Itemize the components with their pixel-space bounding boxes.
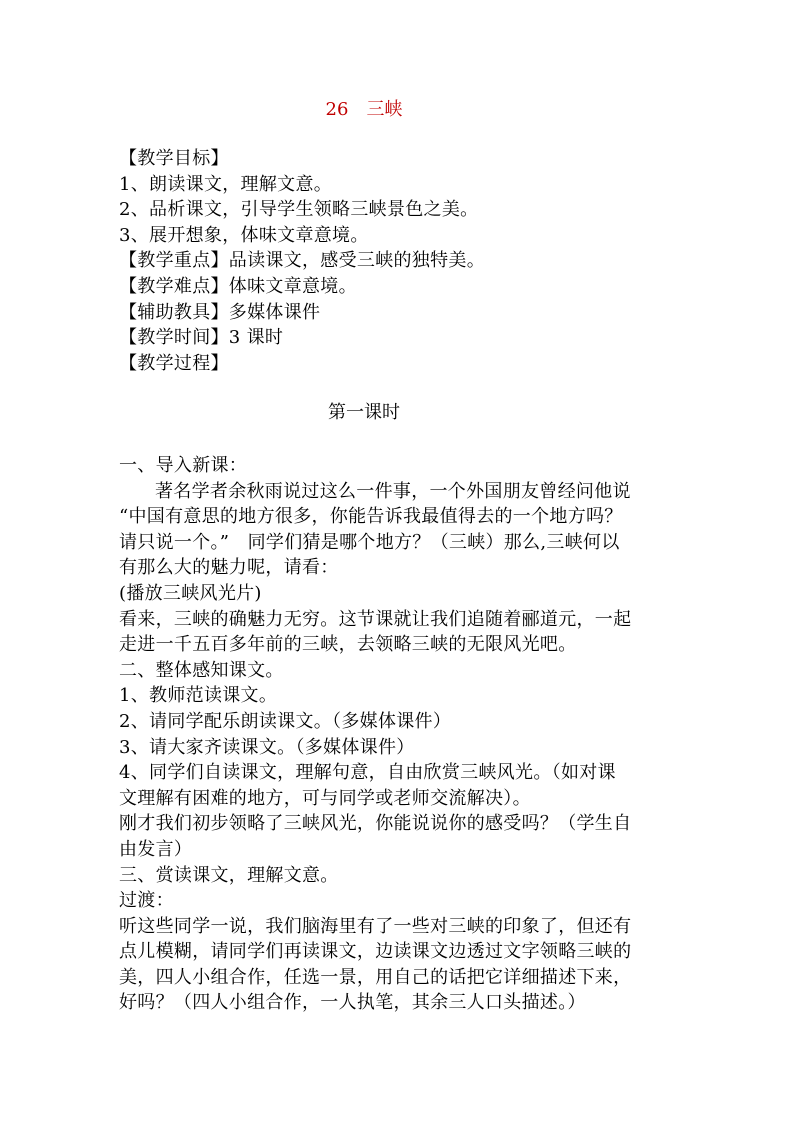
body-line: 二、整体感知课文。 <box>119 659 284 681</box>
body-line: 请只说一个。” 同学们猜是哪个地方？（三峡）那么,三峡何以 <box>119 531 620 553</box>
body-line: 看来，三峡的确魅力无穷。这节课就让我们追随着郦道元，一起 <box>119 608 632 630</box>
lesson-plan-header <box>119 146 679 376</box>
body-line: 一、导入新课： <box>119 455 248 476</box>
header-line: 2、品析课文，引导学生领略三峡景色之美。 <box>119 199 479 221</box>
body-line: 文理解有困难的地方，可与同学或老师交流解决）。 <box>119 787 531 809</box>
body-line: 过渡： <box>119 890 174 912</box>
body-line: 有那么大的魅力呢，请看： <box>119 557 339 579</box>
body-line: 好吗？（四人小组合作，一人执笔，其余三人口头描述。） <box>119 992 586 1014</box>
body-line: 1、教师范读课文。 <box>119 685 278 707</box>
header-line: 【教学过程】 <box>119 352 229 374</box>
document-title: 26 三峡 <box>325 99 403 120</box>
body-line: 3、请大家齐读课文。（多媒体课件） <box>119 736 415 758</box>
body-line: 由发言） <box>119 838 193 860</box>
header-line: 【教学难点】体味文章意境。 <box>119 275 357 297</box>
body-line: 刚才我们初步领略了三峡风光，你能说说你的感受吗？（学生自 <box>119 813 632 835</box>
body-line: (播放三峡风光片) <box>119 582 262 604</box>
body-line: 美，四人小组合作，任选一景，用自己的话把它详细描述下来， <box>119 966 632 988</box>
body-line: 2、请同学配乐朗读课文。（多媒体课件） <box>119 710 452 732</box>
header-line: 3、展开想象，体味文章意境。 <box>119 224 369 246</box>
header-line: 1、朗读课文，理解文意。 <box>119 173 333 195</box>
body-line: 著名学者余秋雨说过这么一件事，一个外国朋友曾经问他说 <box>155 480 631 502</box>
body-line: 点儿模糊，请同学们再读课文，边读课文边透过文字领略三峡的 <box>119 941 632 963</box>
lesson-body <box>119 453 679 1016</box>
lesson-heading: 第一课时 <box>328 402 400 423</box>
header-line: 【教学时间】3 课时 <box>119 327 284 349</box>
body-line: 听这些同学一说，我们脑海里有了一些对三峡的印象了，但还有 <box>119 915 632 937</box>
header-line: 【教学目标】 <box>119 148 229 169</box>
body-line: 三、赏读课文，理解文意。 <box>119 864 339 886</box>
body-line: 走进一千五百多年前的三峡，去领略三峡的无限风光吧。 <box>119 634 577 656</box>
body-line: “中国有意思的地方很多，你能告诉我最值得去的一个地方吗？ <box>119 506 623 528</box>
body-line: 4、同学们自读课文，理解句意，自由欣赏三峡风光。（如对课 <box>119 762 616 784</box>
header-line: 【辅助教具】多媒体课件 <box>119 301 321 323</box>
header-line: 【教学重点】品读课文，感受三峡的独特美。 <box>119 250 485 272</box>
